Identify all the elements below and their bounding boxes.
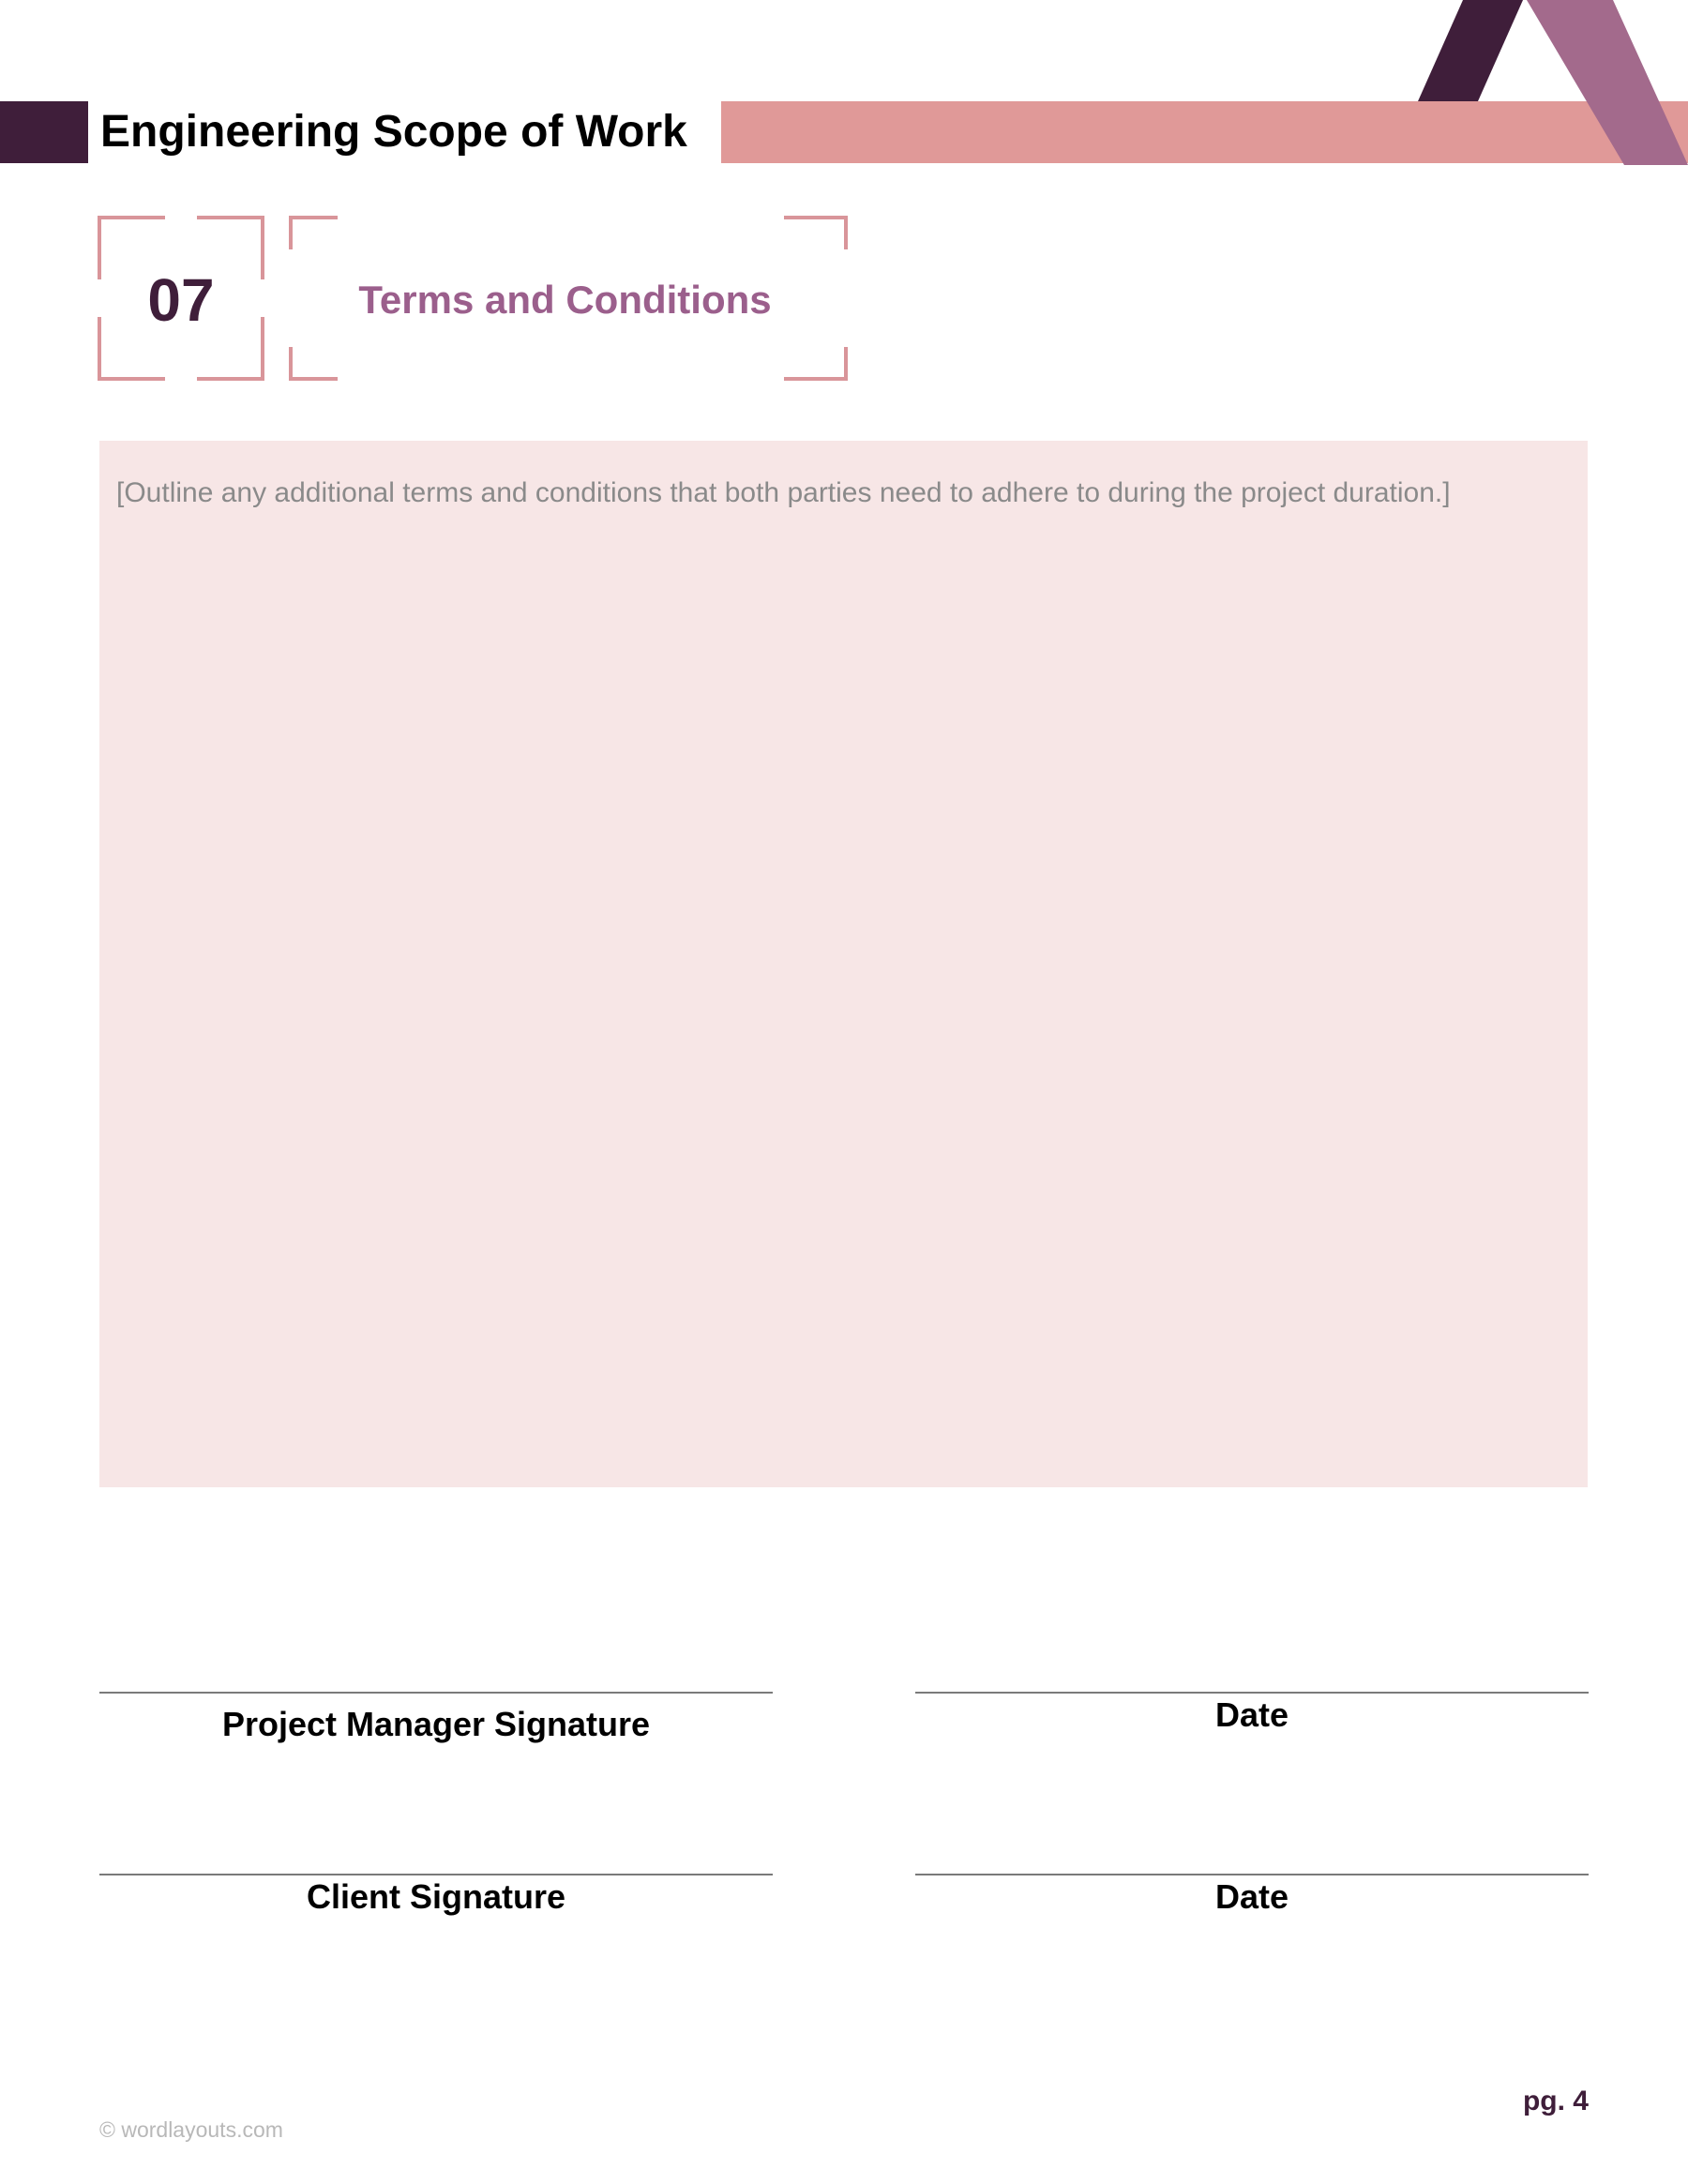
page-number: pg. 4 [1522,2086,1589,2116]
client-signature-label: Client Signature [306,1877,566,1916]
date-line-1[interactable] [915,1692,1589,1694]
mauve-stripe-shape [1527,0,1688,165]
section-number: 07 [147,266,215,334]
title-bracket-top-right [784,218,846,249]
header-triangle-decoration [1407,0,1688,169]
date-label-1: Date [1214,1695,1289,1734]
header-accent-block [0,101,88,163]
date-label-2: Date [1214,1877,1289,1916]
client-signature-line[interactable] [99,1874,773,1875]
section-title: Terms and Conditions [358,278,772,322]
dark-stripe-shape [1418,0,1523,101]
content-placeholder-text[interactable]: [Outline any additional terms and conditions that both parties need to adhere to during the project duration.] [116,477,1451,508]
project-manager-signature-label: Project Manager Signature [221,1705,651,1743]
document-title: Engineering Scope of Work [100,107,687,157]
copyright-text: © wordlayouts.com [99,2117,283,2142]
date-line-2[interactable] [915,1874,1589,1875]
project-manager-signature-line[interactable] [99,1692,773,1694]
title-bracket-bottom-right [784,347,846,379]
terms-content-area[interactable] [99,441,1588,1487]
title-bracket-bottom-left [291,347,338,379]
title-bracket-top-left [291,218,338,249]
